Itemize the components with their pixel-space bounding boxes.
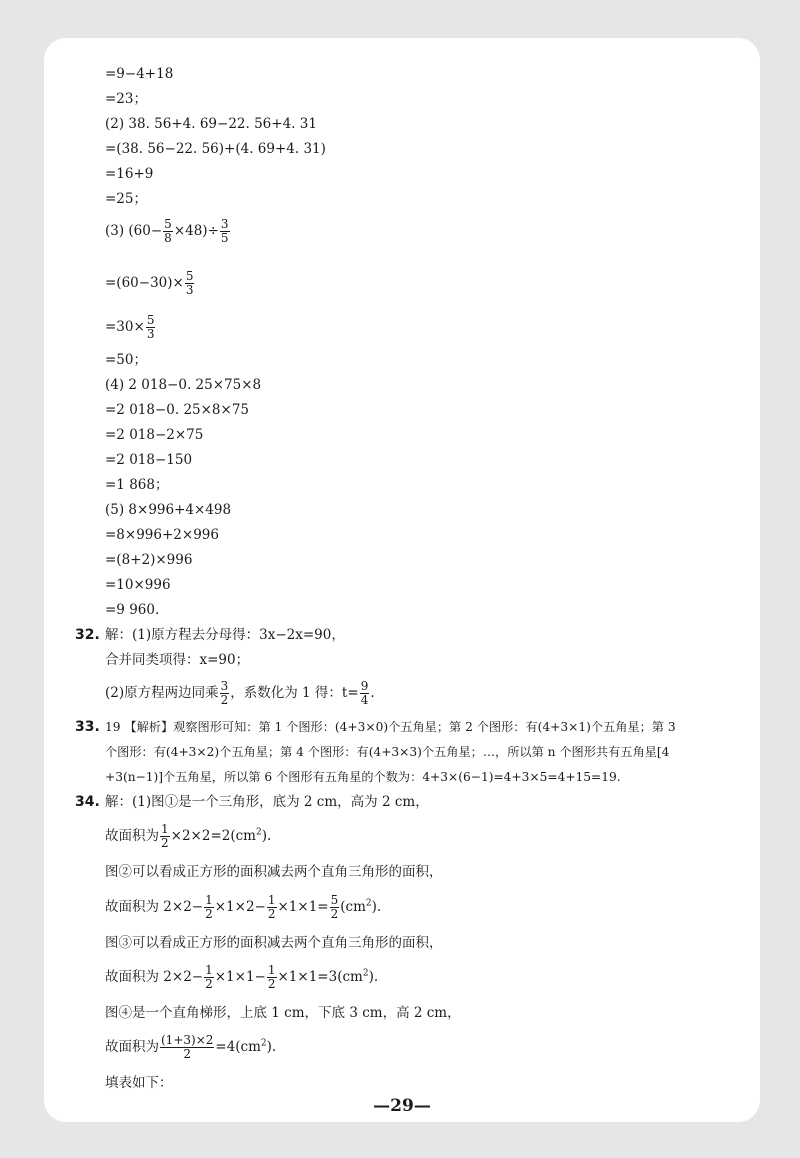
fraction: $\frac{5}{8}$ (164, 217, 172, 245)
fraction: $\frac{5}{2}$ (330, 893, 339, 921)
text-part: =(60−30)× (105, 275, 184, 291)
answer-line-fraction (105, 894, 381, 921)
text-part: ×1×1=3(cm (277, 969, 363, 985)
fraction: $\frac{9}{4}$ (360, 679, 369, 707)
answer-line: 填表如下： (105, 1075, 173, 1091)
math-line: (4) 2 018−0. 25×75×8 (105, 377, 262, 393)
fraction: $\frac{1}{2}$ (267, 963, 276, 991)
text-part: ). (368, 969, 379, 985)
fraction: $\frac{5}{3}$ (146, 313, 155, 341)
math-line: (2) 38. 56+4. 69−22. 56+4. 31 (105, 116, 317, 132)
text-part: ，系数化为 1 得：t= (230, 685, 359, 701)
text-part: (cm (340, 899, 366, 915)
answer-line-fraction (105, 823, 271, 850)
answer-line-fraction (105, 964, 378, 991)
text-part: 故面积为 (105, 828, 159, 844)
explanation-line: 19 【解析】观察图形可知：第 1 个图形：(4+3×0)个五角星；第 2 个图形：有(4+3×1)个五角星；第 3 (105, 720, 676, 734)
text-part: ×1×2− (214, 899, 266, 915)
text-part: =30× (105, 319, 145, 335)
text-part: 故面积为 (105, 1039, 159, 1055)
explanation-line: 个图形：有(4+3×2)个五角星；第 4 个图形：有(4+3×3)个五角星；…，所以第 n 个图形共有五角星[4 (105, 745, 670, 759)
superscript: 2 (365, 898, 372, 909)
text-part: ). (266, 1039, 277, 1055)
page-sheet (44, 38, 760, 1122)
math-line: =9 960. (105, 602, 160, 618)
text-part: (3) (60− (105, 223, 163, 239)
fraction: $\frac{1}{2}$ (205, 893, 213, 921)
math-line: =9−4+18 (105, 66, 174, 82)
fraction: $\frac{3}{2}$ (220, 679, 229, 707)
answer-line: 解：(1)原方程去分母得：3x−2x=90， (105, 627, 345, 643)
text-part: ). (261, 828, 272, 844)
answer-line: 图③可以看成正方形的面积减去两个直角三角形的面积， (105, 935, 443, 951)
answer-line-fraction (105, 680, 375, 707)
math-line-fraction (105, 270, 195, 297)
superscript: 2 (362, 968, 369, 979)
text-part: (2)原方程两边同乘 (105, 685, 219, 701)
text-part: 故面积为 2×2− (105, 969, 204, 985)
math-line: =8×996+2×996 (105, 527, 219, 543)
math-line: =2 018−2×75 (105, 427, 204, 443)
fraction: $\frac{3}{5}$ (220, 217, 229, 245)
math-line: =2 018−0. 25×8×75 (105, 402, 250, 418)
fraction: $\frac{1}{2}$ (267, 893, 276, 921)
text-part: . (370, 685, 375, 701)
explanation-line: +3(n−1)]个五角星，所以第 6 个图形有五角星的个数为：4+3×(6−1)=4+3×5=4+15=19. (105, 770, 621, 784)
math-line: =(38. 56−22. 56)+(4. 69+4. 31) (105, 141, 326, 157)
text-part: ). (371, 899, 382, 915)
text-part: 故面积为 2×2− (105, 899, 204, 915)
math-line: =16+9 (105, 166, 154, 182)
fraction: $\frac{(1+3)\times 2}{2}$ (161, 1033, 214, 1061)
fraction: $\frac{5}{3}$ (185, 269, 194, 297)
math-line-fraction (105, 314, 156, 341)
math-line: =25； (105, 191, 147, 207)
page-number: —29— (373, 1096, 431, 1116)
fraction: $\frac{1}{2}$ (205, 963, 213, 991)
math-line: =23； (105, 91, 147, 107)
math-line: (5) 8×996+4×498 (105, 502, 232, 518)
text-part: ×1×1− (214, 969, 266, 985)
text-part: ×1×1= (277, 899, 329, 915)
text-part: ×48)÷ (173, 223, 219, 239)
text-part: =4(cm (215, 1039, 261, 1055)
math-line: =2 018−150 (105, 452, 193, 468)
answer-line: 解：(1)图①是一个三角形，底为 2 cm，高为 2 cm， (105, 794, 429, 810)
answer-line: 图②可以看成正方形的面积减去两个直角三角形的面积， (105, 864, 443, 880)
math-line: =10×996 (105, 577, 171, 593)
superscript: 2 (260, 1038, 267, 1049)
fraction: $\frac{1}{2}$ (161, 822, 169, 850)
math-line: =(8+2)×996 (105, 552, 193, 568)
page-content: =9−4+18 =23； (2) 38. 56+4. 69−22. 56+4. 31 =(38. 56−22. 56)+(4. 69+4. 31) =16+9 =25； (3) (60− $\frac{5}{8}$ ×48)÷ $\frac{3}{5}$ =(60−30)× $\frac{5}{3}$ =30× $\frac{5}{3}$ =50； (4) 2 018−0. 25×75×8 =2 018−0. 25×8×75 =2 018−2×75 =2 018−150 =1 868； (5) 8×996+4×498 =8×996+2×996 =(8+2)×996 =10×996 =9 960. 32. 解：(1)原方程去分母得：3x−2x=90， 合并同类项得：x=90； (2)原方程两边同乘 $\frac{3}{2}$ ，系数化为 1 得：t= $\frac{9}{4}$ . 33. 19 【解析】观察图形可知：第 1 个图形：(4+3×0)个五角星；第 2 个图形：有(4+3×1)个五角星；第 3 个图形：有(4+3×2)个五角星；第 4 个图形：有(4+3×3)个五角星；…，所以第 n 个图形共有五角星[4 +3(n−1)]个五角星，所以第 6 个图形有五角星的个数为：4+3×(6−1)=4+3×5=4+15=19. 34. 解：(1)图①是一个三角形，底为 2 cm，高为 2 cm， 故面积为 $\frac{1}{2}$ $\times 2\times 2=2(cm^2)$. 图②可以看成正方形的面积减去两个直角三角形的面积， 故面积为 2×2− $\frac{1}{2}$ ×1×2− $\frac{1}{2}$ ×1×1= $\frac{5}{2}$ $(cm^2)$. 图③可以看成正方形的面积减去两个直角三角形的面积， 故面积为 2×2− $\frac{1}{2}$ ×1×1− $\frac{1}{2}$ $\times 1\times 1=3(cm^2)$. 图④是一个直角梯形，上底 1 cm，下底 3 cm，高 2 cm， 故面积为 $\frac{(1+3)\times 2}{2}$ $=4(cm^2)$. 填表如下： (75, 66, 676, 1091)
math-line: =1 868； (105, 477, 169, 493)
answer-line-fraction (105, 1034, 276, 1061)
text-part: ×2×2=2(cm (170, 828, 256, 844)
math-line: =50； (105, 352, 147, 368)
superscript: 2 (255, 827, 262, 838)
answer-line: 图④是一个直角梯形，上底 1 cm，下底 3 cm，高 2 cm， (105, 1005, 461, 1021)
answer-line: 合并同类项得：x=90； (105, 652, 250, 668)
math-line-fraction (105, 218, 231, 245)
